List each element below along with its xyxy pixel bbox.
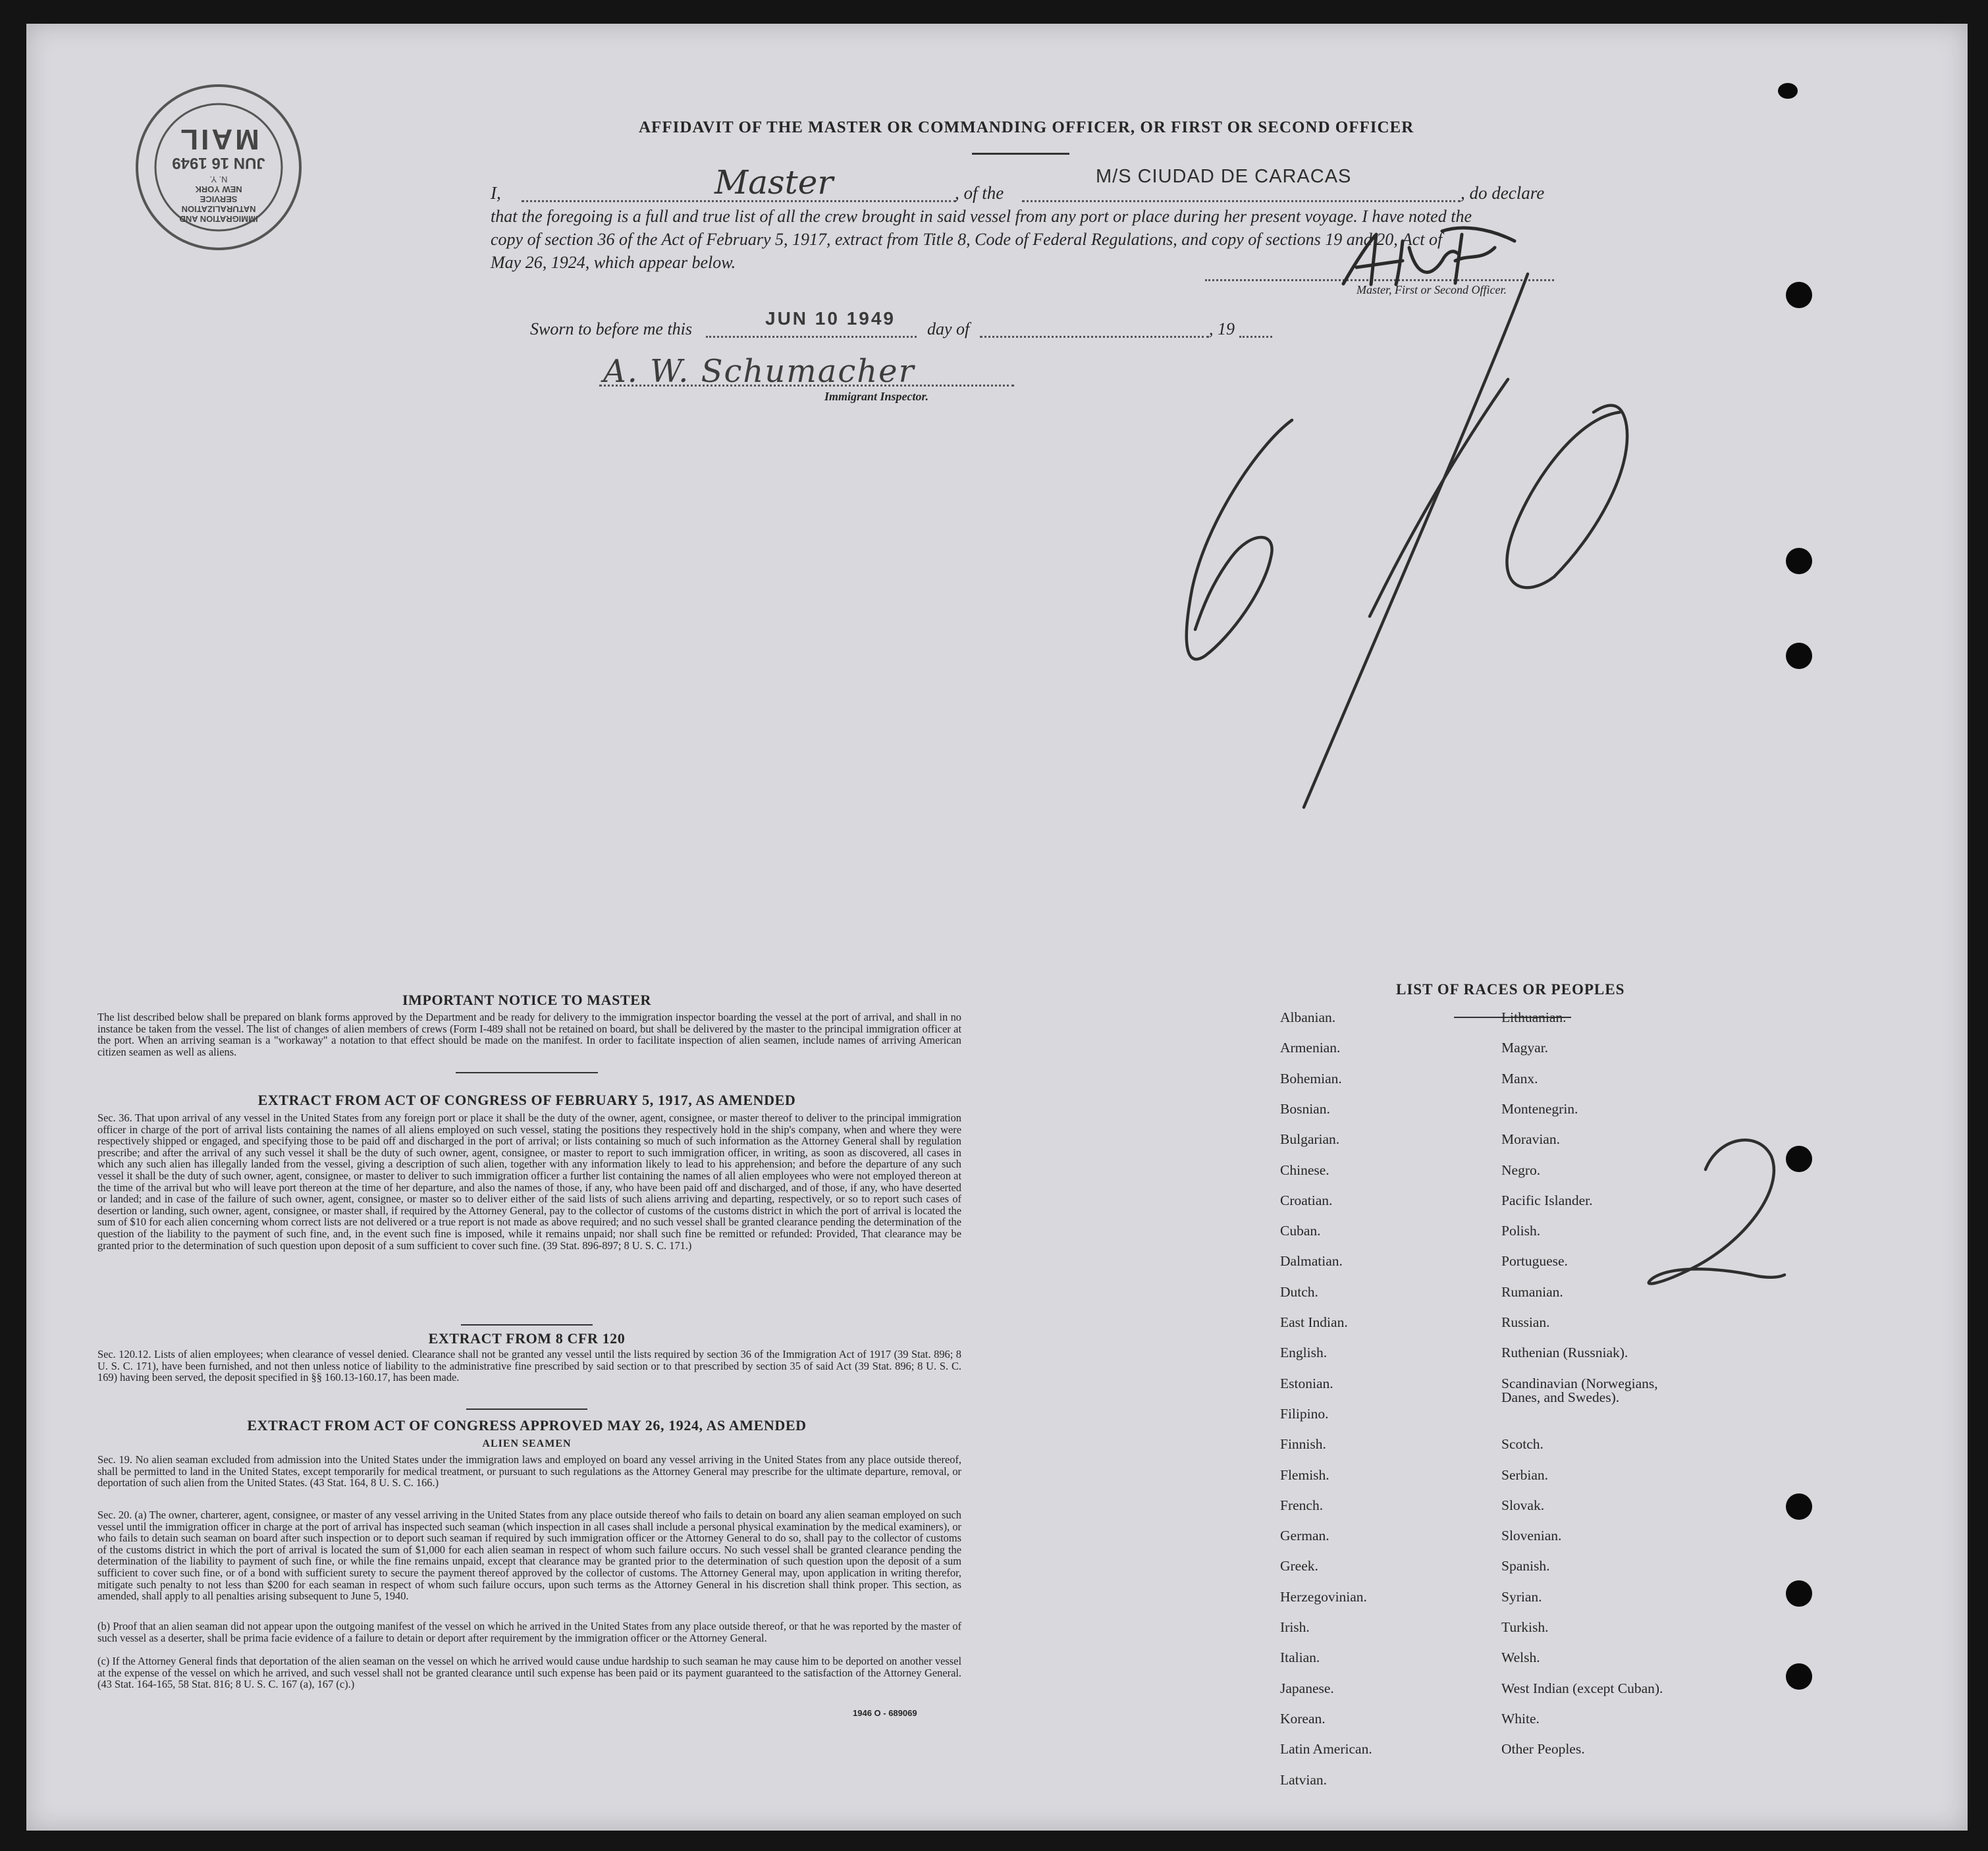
race-item-left: Estonian. — [1280, 1375, 1333, 1391]
race-item-left: Dalmatian. — [1280, 1253, 1343, 1270]
race-item-left: Latin American. — [1280, 1741, 1372, 1757]
stamp-service-line-1: IMMIGRATION AND — [179, 214, 258, 224]
mail-received-stamp — [133, 82, 304, 253]
race-item-right: Portuguese. — [1501, 1253, 1568, 1270]
race-item-left: Irish. — [1280, 1619, 1310, 1635]
extract-1924-title: EXTRACT FROM ACT OF CONGRESS APPROVED MAY 26, 1924, AS AMENDED — [247, 1417, 807, 1434]
sworn-day-blank-line — [706, 336, 917, 338]
stamp-service-line-5: N. Y. — [209, 174, 228, 184]
sworn-date-stamp: JUN 10 1949 — [765, 308, 896, 329]
extract-1917-title: EXTRACT FROM ACT OF CONGRESS OF FEBRUARY 5, 1917, AS AMENDED — [257, 1092, 796, 1108]
race-item-right: Turkish. — [1501, 1619, 1549, 1635]
race-item-left: Chinese. — [1280, 1162, 1330, 1178]
notice-rule — [456, 1072, 598, 1073]
race-item-right: Scotch. — [1501, 1436, 1544, 1453]
role-handwritten: Master — [714, 163, 834, 201]
vessel-blank-line — [1022, 200, 1461, 202]
race-item-right: Russian. — [1501, 1314, 1550, 1330]
race-item-right: Spanish. — [1501, 1558, 1550, 1574]
race-item-right: Pacific Islander. — [1501, 1192, 1593, 1208]
declaration-line-3: May 26, 1924, which appear below. — [491, 253, 736, 272]
race-item-right: Syrian. — [1501, 1588, 1542, 1605]
race-item-left: Korean. — [1280, 1710, 1326, 1727]
race-item-left: Bulgarian. — [1280, 1131, 1340, 1148]
race-item-right: White. — [1501, 1710, 1540, 1727]
stamp-service-line-2: NATURALIZATION — [181, 204, 256, 214]
handwritten-fraction-icon — [1119, 248, 1778, 840]
race-item-right: Welsh. — [1501, 1650, 1540, 1666]
punch-hole — [1786, 1580, 1812, 1607]
race-item-left: Bosnian. — [1280, 1100, 1330, 1117]
race-item-right: Slovenian. — [1501, 1528, 1562, 1544]
race-item-right: Lithuanian. — [1501, 1009, 1567, 1025]
race-item-right: Ruthenian (Russniak). — [1501, 1345, 1628, 1361]
race-item-left: Dutch. — [1280, 1283, 1318, 1300]
punch-hole — [1786, 643, 1812, 669]
race-item-left: Bohemian. — [1280, 1070, 1342, 1086]
extract-1924-subtitle: ALIEN SEAMEN — [482, 1438, 572, 1449]
race-item-right: Moravian. — [1501, 1131, 1560, 1148]
extract-1924-sec20b: (b) Proof that an alien seaman did not appear upon the outgoing manifest of the vessel on which he arrived in the United States from any place outside thereof, or that he was reported by the master of such vessel as a deserter, shall be prima facie evidence of a failure to detain or deport after requirement by the immigration officer or the Attorney General. — [97, 1620, 961, 1644]
race-item-left: Italian. — [1280, 1650, 1320, 1666]
race-item-right: West Indian (except Cuban). — [1501, 1680, 1663, 1696]
race-item-left: Latvian. — [1280, 1771, 1328, 1788]
extract-1924-sec20a: Sec. 20. (a) The owner, charterer, agent, consignee, or master of any vessel arriving in the United States from any place outside thereof who fails to detain on board any alien seaman employed on such vessel until the immigration officer in charge at the port of arrival has inspected such seaman (which inspection in all cases shall include a personal physical examination by the medical examiners), or who fails to detain such seaman on board after such inspection or to deport such seaman if required by such immigration officer or the Attorney General to do so, shall pay to the collector of customs of the customs district in which the port of arrival is located the sum of $1,000 for each alien seaman in respect of whom such failure occurs. No such vessel shall be granted clearance pending the determination of the liability to payment of such fine, or while the fine remains unpaid, except that clearance may be granted prior to the determination of such question upon the deposit of a sum sufficient to cover such fine, or of a bond with sufficient surety to secure the payment thereof approved by the collector of customs. The Attorney General may, upon application in writing therefor, mitigate such penalty to not less than $200 for each seaman in respect of whom such failure occurs, upon such terms as the Attorney General in his discretion shall think proper. This section, as amended, shall apply to all penalties arising subsequent to June 5, 1940. — [97, 1509, 961, 1603]
race-item-left: English. — [1280, 1345, 1328, 1361]
race-item-left: East Indian. — [1280, 1314, 1348, 1330]
stamp-service-line-3: SERVICE — [200, 194, 238, 204]
title-rule — [972, 153, 1069, 155]
punch-hole — [1786, 282, 1812, 308]
year-prefix: , 19 — [1209, 319, 1235, 338]
extract-1924-sec19: Sec. 19. No alien seaman excluded from admission into the United States under the immigration laws and employed on board any vessel arriving in the United States from any place outside thereof, shall be permitted to land in the United States, except temporarily for medical treatment, or pursuant to such regulations as the Attorney General may prescribe for the ultimate departure, removal, or deportation of such alien from the United States. (43 Stat. 164, 8 U. S. C. 166.) — [97, 1453, 961, 1489]
master-signature-caption: Master, First or Second Officer. — [1357, 283, 1507, 296]
extract-1917-body: Sec. 36. That upon arrival of any vessel in the United States from any foreign port or place it shall be the duty of the owner, agent, consignee, or master thereof to deliver to the principal immigration officer in charge of the port of arrival lists containing the names of all aliens employed on such vessel, stating the positions they respectively hold in the ship's company, when and where they were respectively shipped or engaged, and specifying those to be paid off and discharged in the port of arrival; or lists containing so much of such information as the Attorney General shall by regulation prescribe; and after the arrival of any such vessel it shall be the duty of such owner, agent, consignee, or master to report to such immigration officer, in writing, as soon as discovered, all cases in which any such alien has illegally landed from the vessel, giving a description of such alien, together with any information likely to lead to his apprehension; and before the departure of any such vessel it shall be the duty of such owner, agent, consignee, or master to deliver to such immigration officer a further list containing the names of all alien employees who were not employed thereon at the time of the arrival but who will leave port thereon at the time of her departure, and also the names of those, if any, who have been paid off and discharged, and of those, if any, who have deserted or landed; and in case of the failure of such owner, agent, consignee, or master so to deliver either of the said lists of such aliens arriving and departing, respectively, or so to report such cases of desertion or landing, such owner, agent, consignee, or master shall, if required by the Attorney General, pay to the collector of customs of the customs district in which the port of arrival is located the sum of $10 for each alien concerning whom correct lists are not delivered or a true report is not made as above required; and no such vessel shall be granted clearance pending the determination of the question of the liability to the payment of such fine, and, in the event such fine is imposed, while it remains unpaid; nor shall such fine be remitted or refunded: Provided, That clearance may be granted prior to the determination of such question upon deposit of a sum sufficient to cover such fine. (39 Stat. 896-897; 8 U. S. C. 171.) — [97, 1112, 961, 1252]
stamp-date: JUN 16 1949 — [172, 154, 265, 172]
race-item-left: Croatian. — [1280, 1192, 1333, 1208]
stamp-mail-word: MAIL — [178, 123, 259, 155]
do-declare-label: , do declare — [1461, 183, 1545, 203]
race-item-right: Magyar. — [1501, 1040, 1549, 1056]
race-item-left: Filipino. — [1280, 1405, 1329, 1422]
punch-hole — [1786, 548, 1812, 574]
sworn-label: Sworn to before me this — [530, 319, 693, 338]
affidavit-title: AFFIDAVIT OF THE MASTER OR COMMANDING OFFICER, OR FIRST OR SECOND OFFICER — [639, 119, 1414, 136]
document-page — [26, 24, 1968, 1831]
declaration-i-label: I, — [491, 183, 501, 203]
race-item-right: Rumanian. — [1501, 1283, 1563, 1300]
punch-hole — [1786, 1146, 1812, 1172]
race-item-right: Scandinavian (Norwegians, — [1501, 1375, 1658, 1391]
race-item-right: Polish. — [1501, 1223, 1541, 1239]
race-item-right: Other Peoples. — [1501, 1741, 1585, 1757]
race-item-left: Armenian. — [1280, 1040, 1341, 1056]
race-item-left: Flemish. — [1280, 1466, 1330, 1483]
extract-cfr-rule — [466, 1408, 587, 1410]
race-item-left: German. — [1280, 1528, 1330, 1544]
declaration-line-2: copy of section 36 of the Act of February 5, 1917, extract from Title 8, Code of Federal Regulations, and copy of sections 19 and 20, Act of — [491, 230, 1443, 249]
race-item-left: Herzegovinian. — [1280, 1588, 1367, 1605]
print-code: 1946 O - 689069 — [853, 1708, 917, 1718]
of-the-label: , of the — [955, 183, 1004, 203]
inspector-caption: Immigrant Inspector. — [824, 390, 929, 403]
race-item-left: Finnish. — [1280, 1436, 1326, 1453]
race-item-right: Manx. — [1501, 1070, 1538, 1086]
stamp-inner — [159, 111, 278, 224]
race-item-right: Montenegrin. — [1501, 1100, 1578, 1117]
race-item-left: French. — [1280, 1497, 1324, 1513]
race-item-right: Danes, and Swedes). — [1501, 1389, 1620, 1405]
punch-hole — [1786, 1493, 1812, 1520]
race-item-right: Serbian. — [1501, 1466, 1549, 1483]
race-item-left: Japanese. — [1280, 1680, 1334, 1696]
race-item-left: Cuban. — [1280, 1223, 1321, 1239]
race-item-right: Slovak. — [1501, 1497, 1545, 1513]
race-item-right: Negro. — [1501, 1162, 1541, 1178]
stamp-service-line-4: NEW YORK — [195, 184, 242, 194]
punch-hole — [1786, 1663, 1812, 1690]
race-item-left: Greek. — [1280, 1558, 1318, 1574]
extract-1924-sec20c: (c) If the Attorney General finds that deportation of the alien seaman on the vessel on which he arrived would cause undue hardship to such seaman he may cause him to be deported on another vessel at the expense of the vessel on which he arrived, and such vessel shall not be granted clearance until such expense has been paid or its payment guaranteed to the satisfaction of the Attorney General. (43 Stat. 164-165, 58 Stat. 816; 8 U. S. C. 167 (a), 167 (c).) — [97, 1655, 961, 1691]
vessel-name: M/S CIUDAD DE CARACAS — [1096, 166, 1352, 187]
extract-1917-rule — [461, 1324, 593, 1326]
declaration-line-1: that the foregoing is a full and true list of all the crew brought in said vessel from any port or place during her present voyage. I have noted the — [491, 207, 1472, 226]
handwritten-digit-icon — [1587, 1110, 1798, 1308]
extract-cfr-title: EXTRACT FROM 8 CFR 120 — [428, 1330, 626, 1347]
day-of-label: day of — [927, 319, 970, 338]
notice-title: IMPORTANT NOTICE TO MASTER — [402, 992, 652, 1008]
races-title: LIST OF RACES OR PEOPLES — [1396, 981, 1625, 998]
notice-body: The list described below shall be prepared on blank forms approved by the Department and be ready for delivery to the immigration inspector boarding the vessel at the port of arrival, and shall in no instance be taken from the vessel. The list of changes of alien members of crews (Form I-489 shall not be retained on board, but shall be delivered by the master to the principal immigration officer at the port. When an arriving seaman is a "workaway" a notation to that effect should be made on the manifest. In order to facilitate inspection of alien seamen, include names of arriving American citizen seamen as well as aliens. — [97, 1011, 961, 1058]
inspector-signature: A. W. Schumacher — [603, 353, 915, 390]
race-item-left: Albanian. — [1280, 1009, 1336, 1025]
extract-cfr-body: Sec. 120.12. Lists of alien employees; when clearance of vessel denied. Clearance shall not be granted any vessel until the lists required by section 36 of the Immigration Act of 1917 (39 Stat. 896; 8 U. S. C. 171), have been furnished, and not then unless notice of liability to the administrative fine prescribed by said section or to that prescribed by section 35 of said Act (39 Stat. 896; 8 U. S. C. 169) having been served, the deposit specified in §§ 160.13-160.17, has been made. — [97, 1348, 961, 1384]
punch-hole — [1778, 83, 1798, 99]
